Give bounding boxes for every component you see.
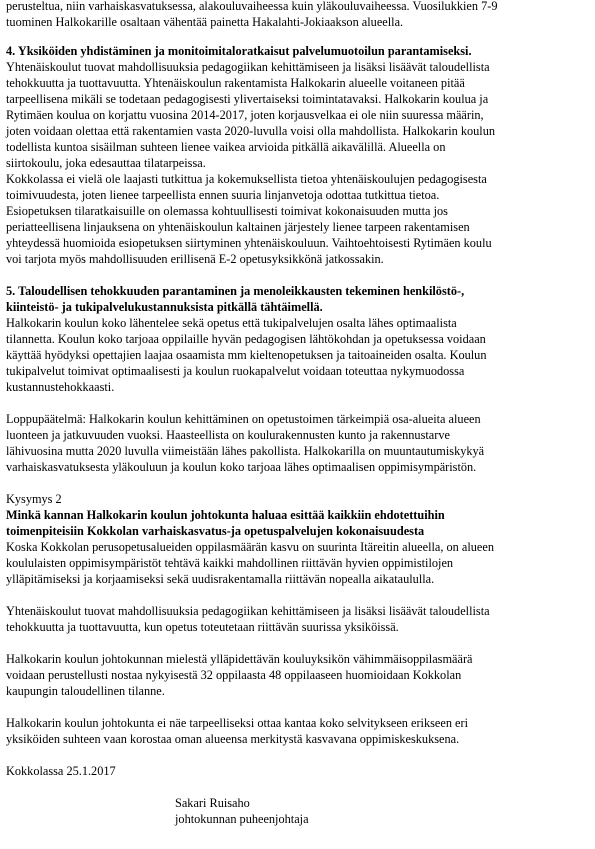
question-para2-line: tehokkuutta ja tuottavuutta, kun opetus toteutetaan riittävän suurissa yksiköissä. [6, 620, 399, 634]
section4-line: Yhtenäiskoulut tuovat mahdollisuuksia pedagogiikan kehittämiseen ja lisäksi lisäävät taloudellista [6, 60, 490, 74]
section4-line: joten voidaan olettaa että rakentamien vasta 2020-luvulla voisi olla mahdollista. Halkokarin koulun [6, 124, 496, 138]
place-date: Kokkolassa 25.1.2017 [6, 764, 116, 778]
intro-line: tuominen Halkokarille osaltaan vähentää painetta Hakalahti-Jokiaakson alueella. [6, 15, 404, 29]
section4-heading: 4. Yksiköiden yhdistäminen ja monitoimitaloratkaisut palvelumuotoilun parantamiseksi. [6, 44, 472, 58]
question-para3-line: voidaan perustellusti nostaa nykyisestä 32 oppilaasta 48 oppilaaseen huomioidaan Kokkolan [6, 668, 462, 682]
signer-name: Sakari Ruisaho [175, 796, 250, 810]
conclusion-line: lähivuosina mutta 2020 luvulla viimeistään lähes pakollista. Halkokarilla on muuntautumiskykyä [6, 444, 485, 458]
section4-line: Rytimäen koulua on korjattu vuosina 2014-2017, joten korjausvelkaa ei ole niin suuressa määrin, [6, 108, 484, 122]
conclusion-line: luonteen ja jatkuvuuden vuoksi. Haasteellista on koulurakennusten kunto ja rakennustarve [6, 428, 450, 442]
section4-line: periatteellisena linjauksena on yhtenäiskoulun kaltainen järjestely lienee tarpeen rakentamisen [6, 220, 470, 234]
section5-heading: 5. Taloudellisen tehokkuuden parantaminen ja menoleikkausten tekeminen henkilöstö-, [6, 284, 465, 298]
section5-line: käyttää hyödyksi opettajien laajaa osaamista mm kieltenopetuksen ja taitoaineiden osalta. Koulun [6, 348, 487, 362]
section4-line: yhteydessä huomioida esiopetuksen siirtyminen yhtenäiskouluun. Vaihtoehtoisesti Rytimäen koulu [6, 236, 492, 250]
question-para1-line: Koska Kokkolan perusopetusalueiden oppilasmäärän kasvu on suurinta Itäreitin alueella, on alueen [6, 540, 494, 554]
section4-line: toimivuudesta, joten lienee tarpeellista ennen suuria linjanvetoja odottaa tutkittua tietoa. [6, 188, 440, 202]
section4-line: todellista kuntoa sisäilman suhteen lienee vaikea arvioida pitkällä aikavälillä. Alueella on [6, 140, 446, 154]
section5-line: tukipalvelut toimivat optimaalisesti ja koulun ruokapalvelut voidaan toteuttaa nykymuodossa [6, 364, 465, 378]
question-para2-line: Yhtenäiskoulut tuovat mahdollisuuksia pedagogiikan kehittämiseen ja lisäksi lisäävät taloudellista [6, 604, 490, 618]
section5-heading: kiinteistö- ja tukipalvelukustannuksista pitkällä tähtäimellä. [6, 300, 323, 314]
section5-line: Halkokarin koulun koko lähentelee sekä opetus että tukipalvelujen osalta lähes optimaalista [6, 316, 457, 330]
question-para3-line: kaupungin taloudellinen tilanne. [6, 684, 165, 698]
section4-line: voi tarjota myös mahdollisuuden erillisenä E-2 opetusyksikkönä jatkossakin. [6, 252, 384, 266]
question-para1-line: koululaisten oppimisympäristöt tehtävä kaikki mahdollinen riittävän hyvien oppimistilojen [6, 556, 454, 570]
section5-line: kustannustehokkaasti. [6, 380, 115, 394]
conclusion-line: Loppupäätelmä: Halkokarin koulun kehittäminen on opetustoimen tärkeimpiä osa-alueita alueen [6, 412, 481, 426]
section4-line: Esiopetuksen tilaratkaisuille on olemassa kohtuullisesti toimivat kokonaisuuden mutta jos [6, 204, 448, 218]
signer-title: johtokunnan puheenjohtaja [175, 812, 309, 826]
question-heading: toimenpiteisiin Kokkolan varhaiskasvatus-ja opetuspalvelujen kokonaisuudesta [6, 524, 425, 538]
question-label: Kysymys 2 [6, 492, 62, 506]
section4-line: Kokkolassa ei vielä ole laajasti tutkittua ja kokemuksellista tietoa yhtenäiskoulujen pedagogisesta [6, 172, 487, 186]
question-heading: Minkä kannan Halkokarin koulun johtokunta haluaa esittää kaikkiin ehdotettuihin [6, 508, 445, 522]
section4-line: tarpeellisena mikäli se todetaan pedagogisesti ylivertaiseksi toimintatavaksi. Halkokarin koulua ja [6, 92, 489, 106]
section4-line: tehokkuutta ja tuottavuutta. Yhtenäiskoulun rakentamista Halkokarin alueelle voitaneen pitää [6, 76, 465, 90]
conclusion-line: varhaiskasvatuksesta yläkouluun ja koulun koko tarjoaa lähes optimaalisen oppimisympäristön. [6, 460, 477, 474]
question-para3-line: Halkokarin koulun johtokunnan mielestä ylläpidettävän kouluyksikön vähimmäisoppilasmäärä [6, 652, 473, 666]
question-para4-line: Halkokarin koulun johtokunta ei näe tarpeelliseksi ottaa kantaa koko selvitykseen erikseen eri [6, 716, 469, 730]
section4-line: siirtokoulu, joka edesauttaa tilatarpeissa. [6, 156, 206, 170]
intro-line: perusteltua, niin varhaiskasvatuksessa, alakouluvaiheessa kuin yläkouluvaiheessa. Vuosilukkien 7-9 [6, 0, 498, 13]
question-para1-line: ylläpitämiseksi ja korjaamiseksi sekä uudisrakentamalla riittävän nopealla aikataululla. [6, 572, 435, 586]
question-para4-line: yksiköiden suhteen vaan korostaa oman alueensa merkitystä kasvavana oppimiskeskuksena. [6, 732, 460, 746]
section5-line: tilannetta. Koulun koko tarjoaa oppilaille hyvän pedagogisen lähtökohdan ja opetuksessa voidaan [6, 332, 486, 346]
